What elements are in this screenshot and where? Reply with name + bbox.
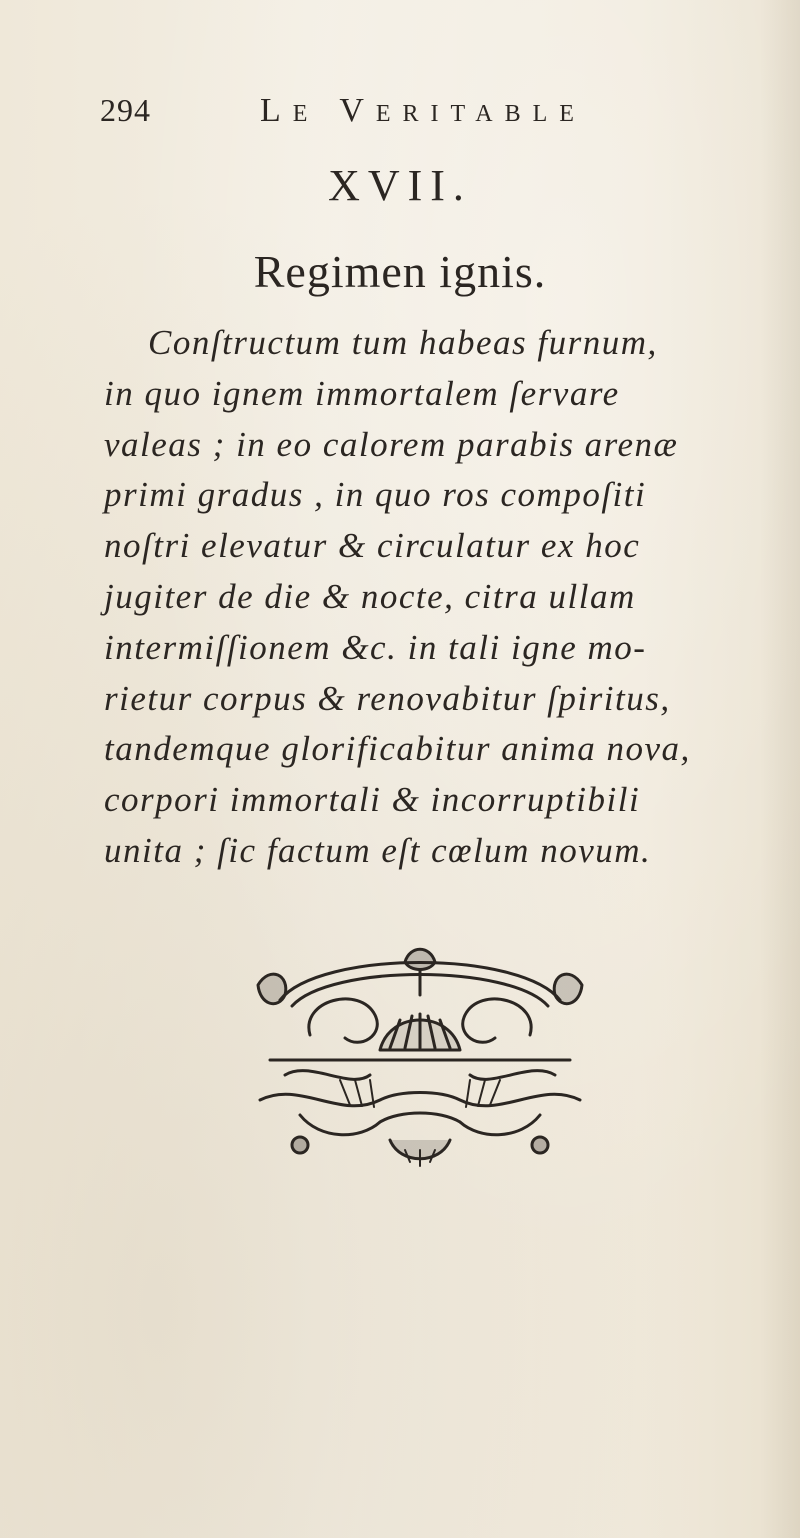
text-line: tandemque glorificabitur anima nova,: [104, 729, 691, 769]
page-number: 294: [100, 92, 151, 128]
tailpiece-ornament-icon: [240, 940, 600, 1180]
text-line: in quo ignem immortalem ſervare: [104, 373, 620, 413]
text-line: jugiter de die & nocte, citra ullam: [104, 576, 636, 616]
body-text: [104, 318, 744, 877]
text-line: noſtri elevatur & circulatur ex hoc: [104, 526, 641, 566]
text-line: Conſtructum tum habeas furnum,: [148, 323, 658, 362]
running-head: [100, 92, 660, 132]
chapter-number: XVII.: [328, 161, 472, 210]
section-title: Regimen ignis.: [253, 246, 547, 297]
text-line: corpori immortali & incorruptibili: [104, 780, 641, 820]
text-line: valeas ; in eo calorem parabis arenæ: [104, 424, 679, 464]
running-title: Le Veritable: [260, 92, 586, 129]
text-line: intermiſſionem &c. in tali igne mo-: [104, 627, 647, 667]
text-line: rietur corpus & renovabitur ſpiritus,: [104, 678, 671, 718]
text-line: primi gradus , in quo ros compoſiti: [104, 475, 647, 515]
text-line: unita ; ſic factum eſt cœlum novum.: [104, 830, 652, 870]
